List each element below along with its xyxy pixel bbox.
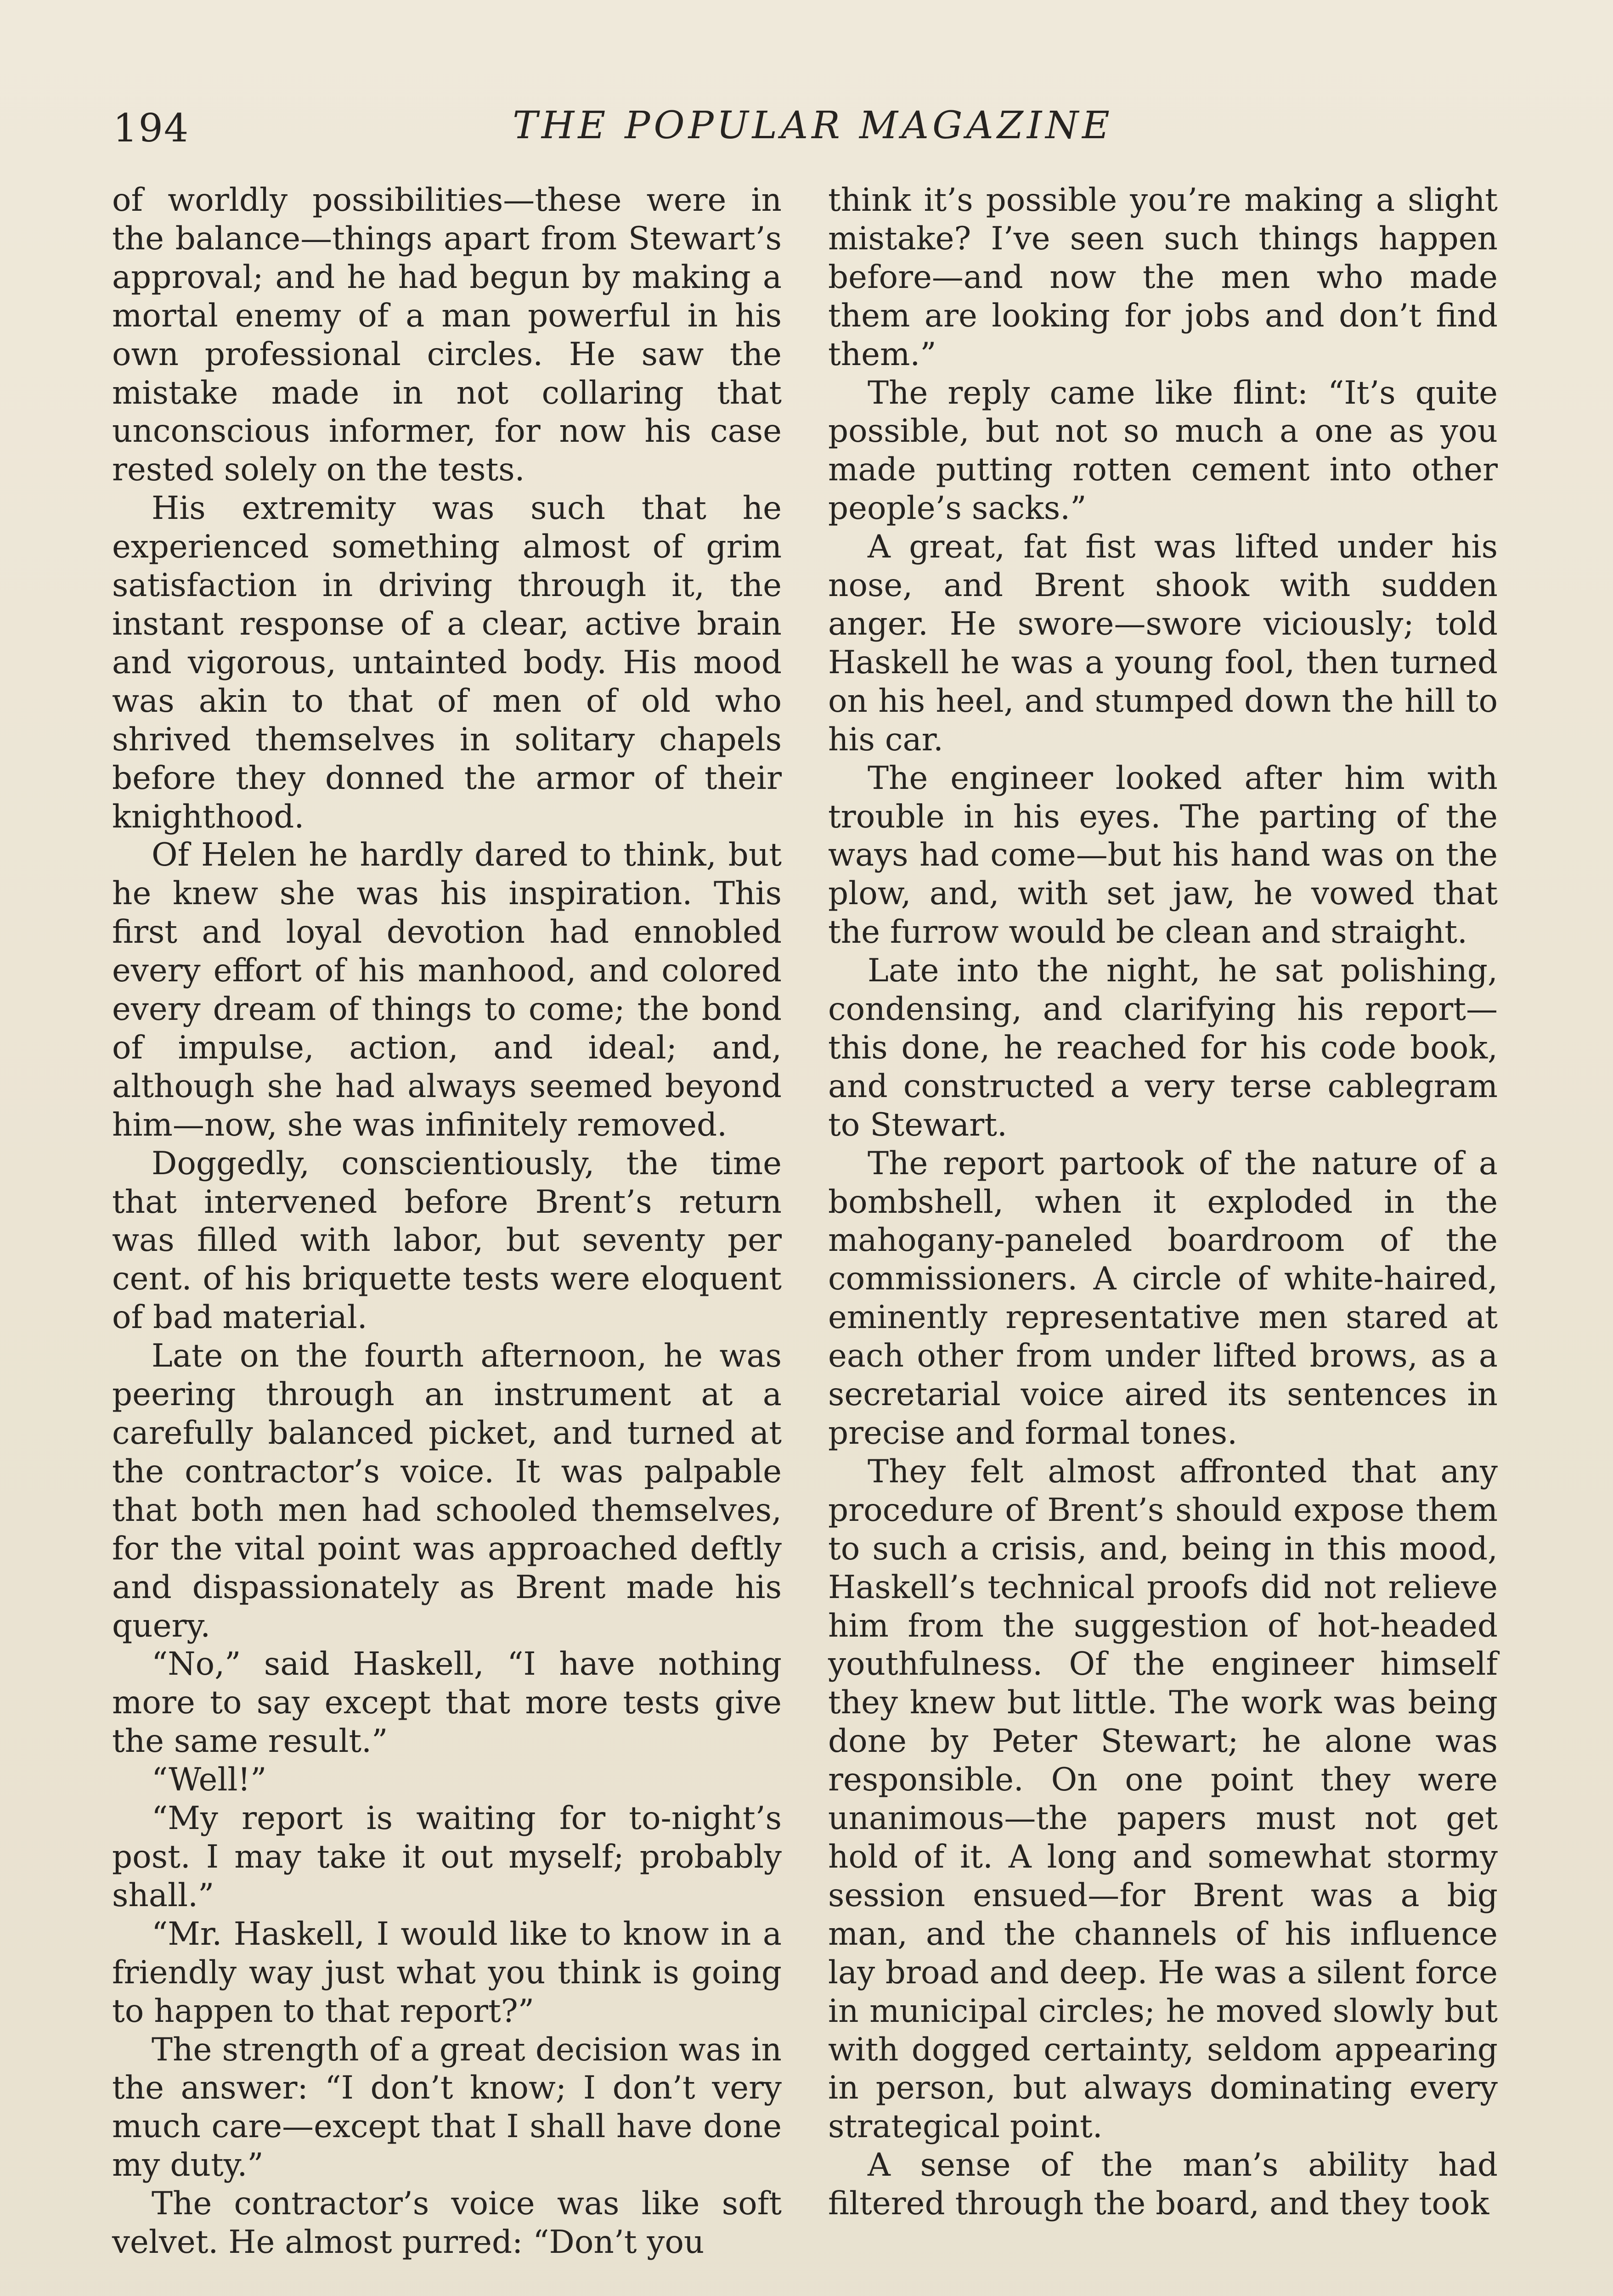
left-column — [112, 181, 782, 2262]
paragraph: The strength of a great decision was in the answer: “I don’t know; I don’t very much care—except that I shall have done my duty.” — [112, 2031, 782, 2184]
paragraph: of worldly possibilities—these were in the balance—things apart from Stewart’s approval; and he had begun by making a mortal enemy of a man powerful in his own professional circles. He saw the mistake made in not collaring that unconscious informer, for now his case rested solely on the tests. — [112, 182, 782, 489]
paragraph: “Mr. Haskell, I would like to know in a friendly way just what you think is going to happen to that report?” — [112, 1915, 782, 2030]
paragraph: “Well!” — [152, 1761, 267, 1799]
paragraph: think it’s possible you’re making a slight mistake? I’ve seen such things happen before—and now the men who made them are looking for jobs and don’t find them.” — [828, 182, 1498, 373]
page-number: 194 — [113, 106, 190, 151]
paragraph: A great, fat fist was lifted under his nose, and Brent shook with sudden anger. He swore—swore viciously; told Haskell he was a young fool, then turned on his heel, and stumped down the hill to his car. — [828, 529, 1498, 758]
magazine-title: THE POPULAR MAGAZINE — [513, 104, 1113, 147]
page-header — [0, 101, 1613, 152]
right-column — [828, 181, 1498, 2223]
paragraph: The engineer looked after him with trouble in his eyes. The parting of the ways had come—but his hand was on the plow, and, with set jaw, he vowed that the furrow would be clean and straight. — [828, 760, 1498, 951]
paragraph: They felt almost affronted that any procedure of Brent’s should expose them to such a crisis, and, being in this mood, Haskell’s technical proofs did not relieve him from the suggestion of hot-headed youthfulness. Of the engineer himself they knew but little. The work was being done by Peter Stewart; he alone was responsible. On one point they were unanimous—the papers must not get hold of it. A long and somewhat stormy session ensued—for Brent was a big man, and the channels of his influence lay broad and deep. He was a silent force in municipal circles; he moved slowly but with dogged certainty, seldom appearing in person, but always dominating every strategical point. — [828, 1453, 1498, 2145]
paragraph: The reply came like flint: “It’s quite possible, but not so much a one as you made putting rotten cement into other people’s sacks.” — [828, 374, 1498, 527]
paragraph: “No,” said Haskell, “I have nothing more to say except that more tests give the same result.” — [112, 1646, 782, 1760]
paragraph: Doggedly, conscientiously, the time that intervened before Brent’s return was filled with labor, but seventy per cent. of his briquette tests were eloquent of bad material. — [112, 1145, 782, 1336]
paragraph: “My report is waiting for to-night’s post. I may take it out myself; probably shall.” — [112, 1800, 782, 1914]
paragraph: The contractor’s voice was like soft velvet. He almost purred: “Don’t you — [112, 2185, 782, 2261]
paragraph: Late into the night, he sat polishing, condensing, and clarifying his report—this done, he reached for his code book, and constructed a very terse cablegram to Stewart. — [828, 952, 1498, 1143]
paragraph: A sense of the man’s ability had filtered through the board, and they took — [828, 2147, 1498, 2223]
paragraph: Of Helen he hardly dared to think, but he knew she was his inspiration. This first and loyal devotion had ennobled every effort of his manhood, and colored every dream of things to come; the bond of impulse, action, and ideal; and, although she had always seemed beyond him—now, she was infinitely removed. — [112, 837, 782, 1143]
paragraph: Late on the fourth afternoon, he was peering through an instrument at a carefully balanced picket, and turned at the contractor’s voice. It was palpable that both men had schooled themselves, for the vital point was approached deftly and dispassionately as Brent made his query. — [112, 1338, 782, 1644]
paragraph: The report partook of the nature of a bombshell, when it exploded in the mahogany-paneled boardroom of the commissioners. A circle of white-haired, eminently representative men stared at each other from under lifted brows, as a secretarial voice aired its sentences in precise and formal tones. — [828, 1145, 1498, 1452]
paragraph: His extremity was such that he experienced something almost of grim satisfaction in driving through it, the instant response of a clear, active brain and vigorous, untainted body. His mood was akin to that of men of old who shrived themselves in solitary chapels before they donned the armor of their knighthood. — [112, 490, 782, 835]
